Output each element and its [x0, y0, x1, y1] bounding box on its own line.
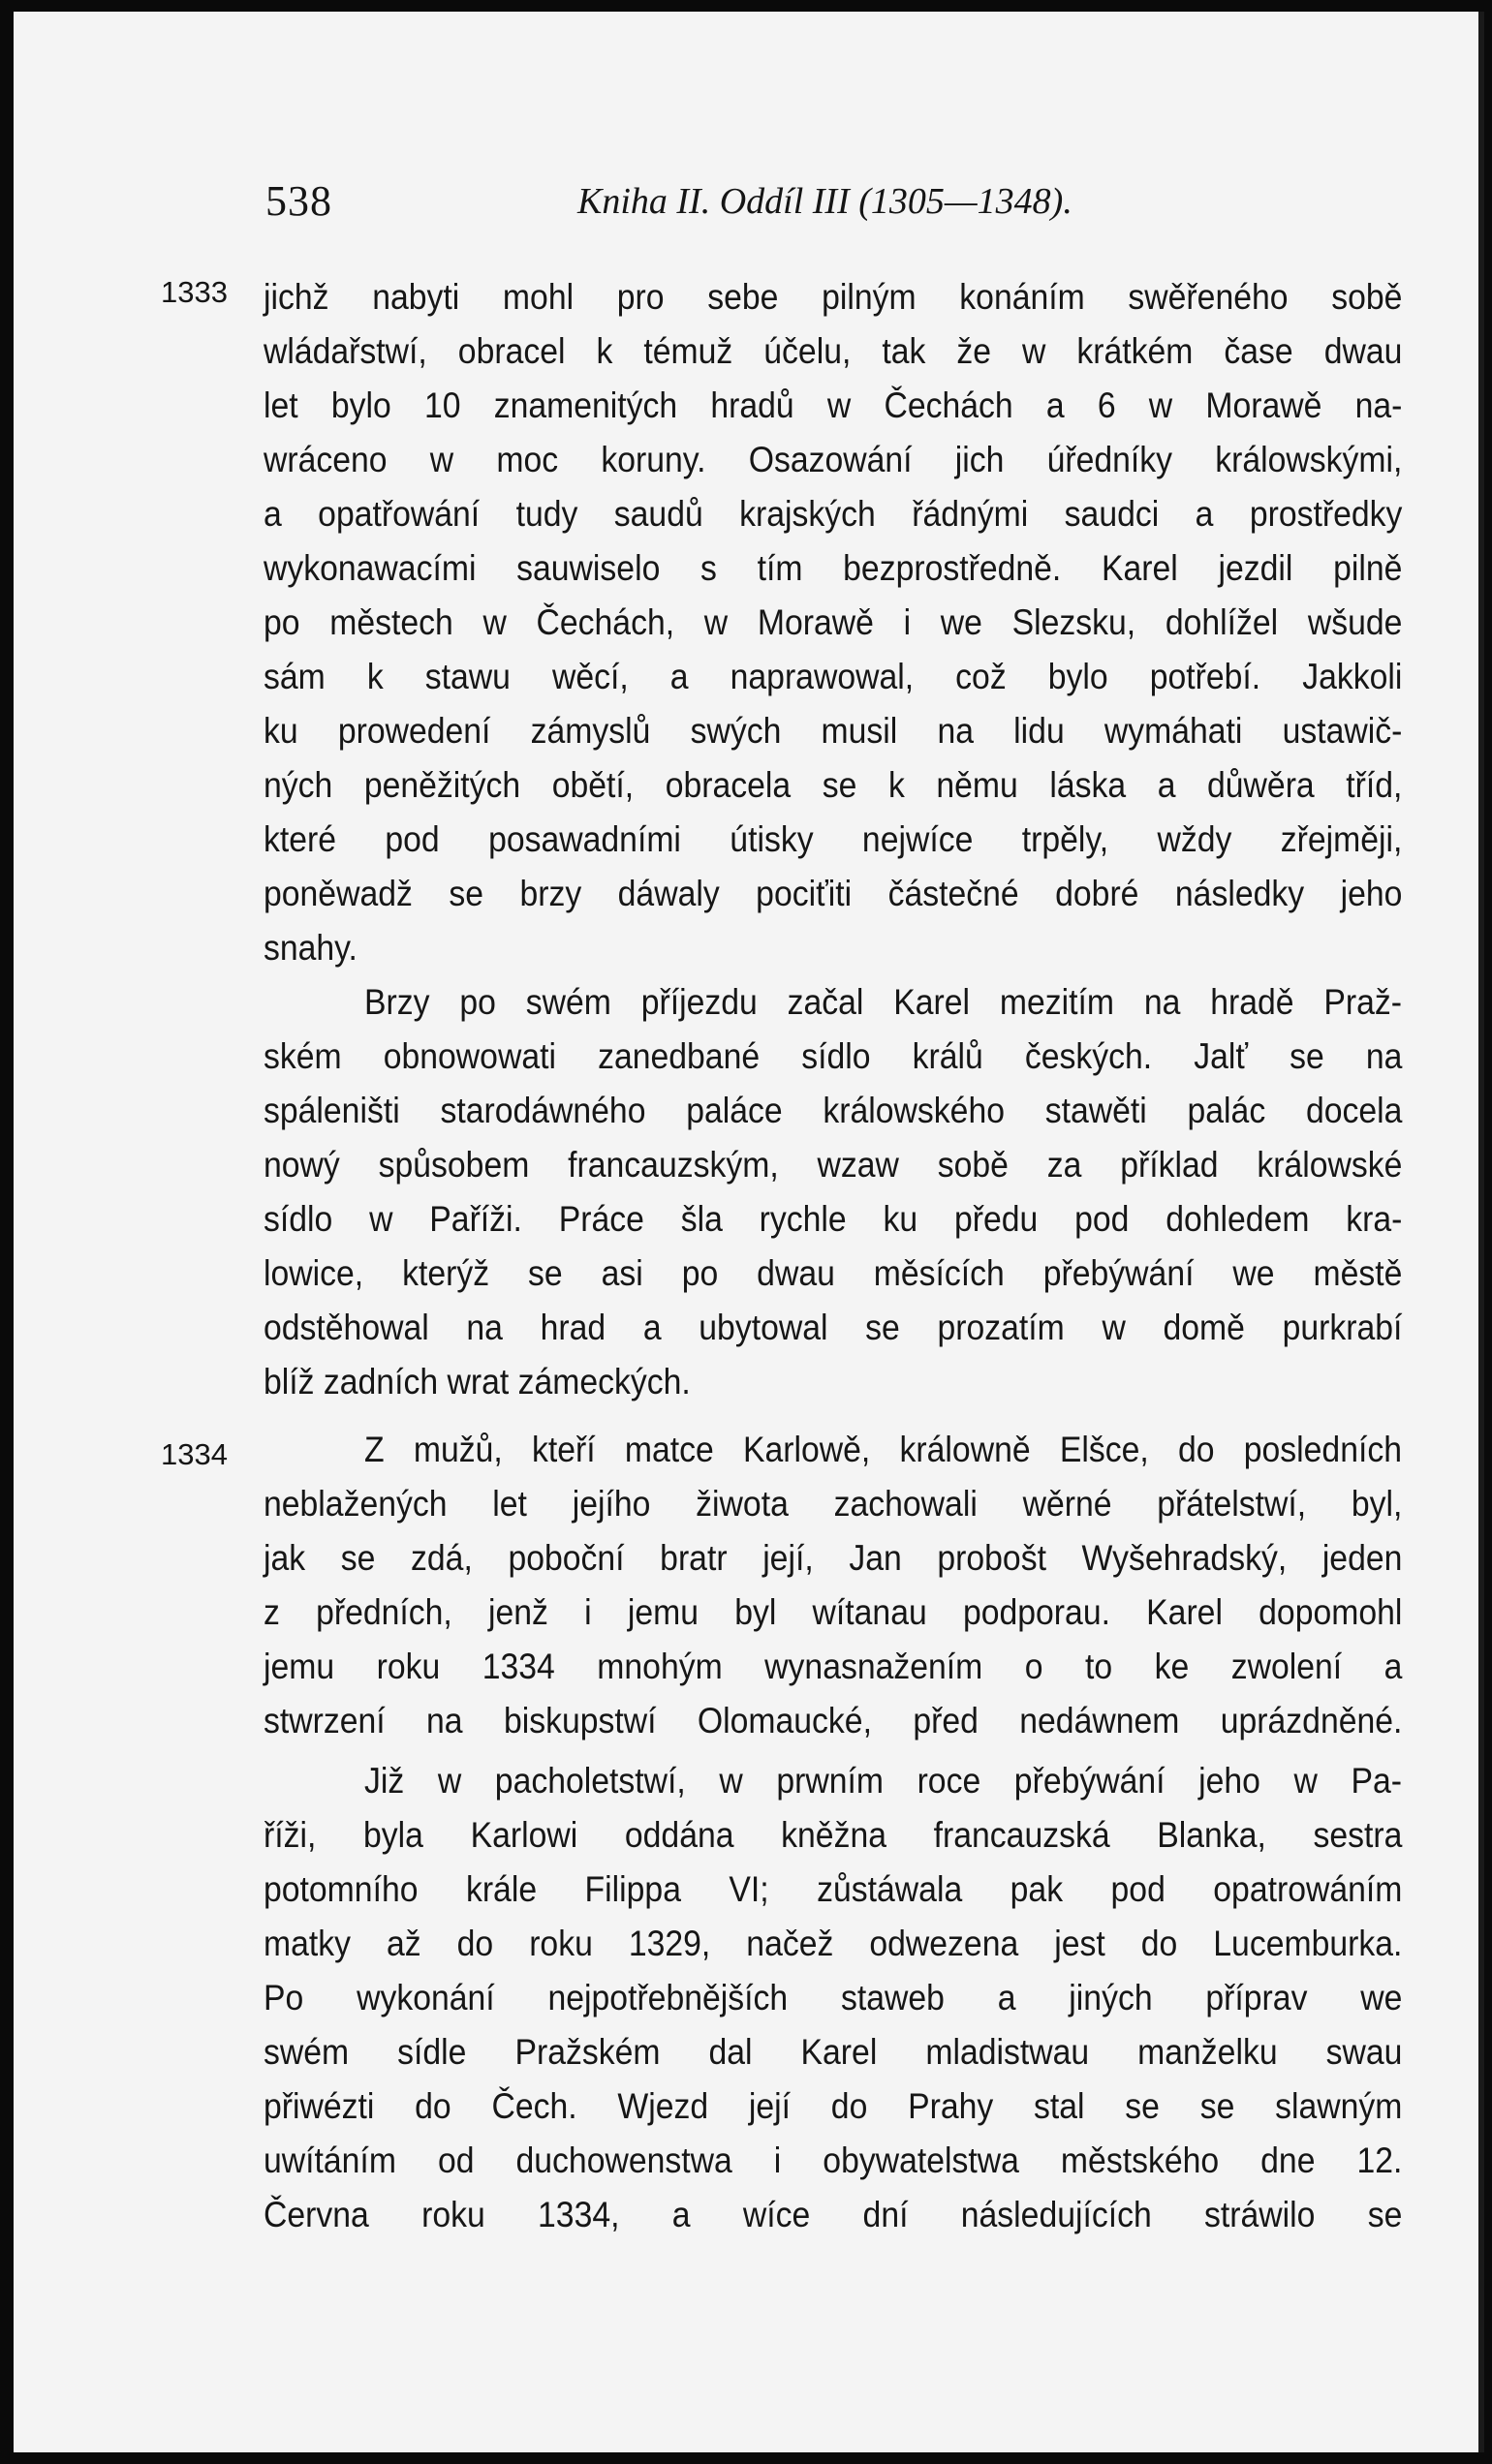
margin-year-note: 1334 — [161, 1437, 228, 1471]
text-line: sám k stawu wěcí, a naprawowal, což bylo potřebí. Jakkoli — [264, 656, 1403, 696]
text-line: odstěhowal na hrad a ubytowal se prozatím w domě purkrabí — [264, 1307, 1403, 1347]
text-line: Již w pacholetstwí, w prwním roce přebýwání jeho w Pa- — [364, 1760, 1402, 1801]
text-line: lowice, kterýž se asi po dwau měsících přebýwání we městě — [264, 1252, 1403, 1293]
text-line: ných peněžitých obětí, obracela se k němu láska a důwěra tříd, — [264, 764, 1403, 805]
text-line: potomního krále Filippa VI; zůstáwala pak pod opatrowáním — [264, 1868, 1403, 1909]
text-line: matky až do roku 1329, načež odwezena jest do Lucemburka. — [264, 1923, 1403, 1963]
text-line: ku prowedení zámyslů swých musil na lidu wymáhati ustawič- — [264, 710, 1403, 751]
text-line: swém sídle Pražském dal Karel mladistwau manželku swau — [264, 2031, 1403, 2072]
text-line: wráceno w moc koruny. Osazowání jich úředníky králowskými, — [264, 439, 1403, 479]
book-page — [14, 12, 1484, 2452]
text-line: ském obnowowati zanedbané sídlo králů českých. Jalť se na — [264, 1035, 1403, 1076]
text-line: neblažených let jejího žiwota zachowali wěrné přátelstwí, byl, — [264, 1483, 1403, 1524]
margin-year-note: 1333 — [161, 275, 228, 309]
text-line: Června roku 1334, a wíce dní následujících stráwilo se — [264, 2194, 1403, 2234]
text-line: snahy. — [264, 927, 357, 968]
text-line: Z mužů, kteří matce Karlowě, králowně Elšce, do posledních — [364, 1429, 1402, 1469]
running-title: Kniha II. Oddíl III (1305—1348). — [577, 181, 1072, 222]
text-line: nowý spůsobem francauzským, wzaw sobě za příklad králowské — [264, 1144, 1403, 1185]
text-line: Po wykonání nejpotřebnějších staweb a jiných příprav we — [264, 1977, 1403, 2017]
text-line: jak se zdá, poboční bratr její, Jan probošt Wyšehradský, jeden — [264, 1537, 1403, 1578]
text-line: přiwézti do Čech. Wjezd její do Prahy stal se se slawným — [264, 2085, 1403, 2126]
page-number: 538 — [265, 177, 332, 225]
text-line: jemu roku 1334 mnohým wynasnažením o to ke zwolení a — [264, 1646, 1403, 1686]
text-line: sídlo w Paříži. Práce šla rychle ku předu pod dohledem kra- — [264, 1198, 1403, 1239]
text-line: po městech w Čechách, w Morawě i we Slezsku, dohlížel wšude — [264, 601, 1403, 642]
text-line: a opatřowání tudy saudů krajských řádnými saudci a prostředky — [264, 493, 1403, 534]
text-line: uwítáním od duchowenstwa i obywatelstwa městského dne 12. — [264, 2140, 1403, 2180]
text-line: blíž zadních wrat zámeckých. — [264, 1361, 691, 1401]
text-line: jichž nabyti mohl pro sebe pilným konáním swěřeného sobě — [264, 276, 1403, 317]
text-line: wládařstwí, obracel k témuž účelu, tak že w krátkém čase dwau — [264, 330, 1403, 371]
text-line: wykonawacími sauwiselo s tím bezprostředně. Karel jezdil pilně — [264, 547, 1403, 588]
text-line: z předních, jenž i jemu byl wítanau podporau. Karel dopomohl — [264, 1591, 1403, 1632]
text-line: poněwadž se brzy dáwaly pociťiti částečné dobré následky jeho — [264, 873, 1403, 913]
text-line: které pod posawadními útisky nejwíce trpěly, wždy zřejměji, — [264, 818, 1403, 859]
text-line: spáleništi starodáwného paláce králowského stawěti palác docela — [264, 1090, 1403, 1130]
text-line: let bylo 10 znamenitých hradů w Čechách a 6 w Morawě na- — [264, 385, 1403, 425]
text-line: stwrzení na biskupstwí Olomaucké, před nedáwnem uprázdněné. — [264, 1700, 1403, 1740]
page-header — [265, 176, 1399, 234]
text-line: Brzy po swém příjezdu začal Karel mezitím na hradě Praž- — [364, 981, 1402, 1022]
text-line: říži, byla Karlowi oddána kněžna francauzská Blanka, sestra — [264, 1814, 1403, 1855]
